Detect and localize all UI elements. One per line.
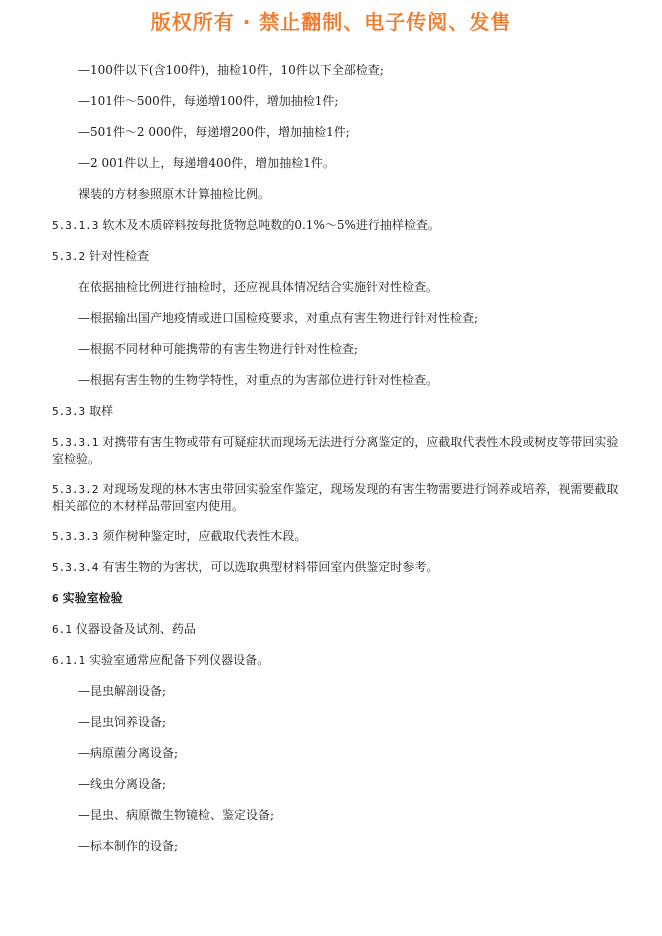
clause-5-3-3-3: 5.3.3.3 须作树种鉴定时，应截取代表性木段。 [52, 529, 307, 543]
sampling-rule-item: —2 001件以上，每递增400件，增加抽检1件。 [78, 156, 335, 170]
clause-6-1-heading: 6.1 仪器设备及试剂、药品 [52, 622, 196, 636]
clause-number: 5.3.2 [52, 250, 86, 263]
equipment-item: —昆虫饲养设备; [78, 715, 167, 729]
clause-number: 6.1 [52, 623, 72, 636]
copyright-watermark: 版权所有 · 禁止翻制、电子传阅、发售 [150, 10, 512, 34]
equipment-item: —标本制作的设备; [78, 839, 179, 853]
equipment-item: —昆虫、病原微生物镜检、鉴定设备; [78, 808, 275, 822]
clause-5-3-3-2: 5.3.3.2 对现场发现的林木害虫带回实验室作鉴定，现场发现的有害生物需要进行饲养或培养，视需要截取相关部位的木材样品带回室内使用。 [52, 482, 619, 513]
clause-5-3-3-1: 5.3.3.1 对携带有害生物或带有可疑症状而现场无法进行分离鉴定的，应截取代表性木段或树皮等带回实验室检验。 [52, 435, 619, 466]
clause-5-3-3-heading: 5.3.3 取样 [52, 404, 114, 418]
sampling-rule-item: —501件～2 000件，每递增200件，增加抽检1件; [78, 125, 350, 139]
clause-5-3-2-heading: 5.3.2 针对性检查 [52, 249, 150, 263]
section-number: 6 [52, 592, 59, 605]
paragraph: 在依据抽检比例进行抽检时，还应视具体情况结合实施针对性检查。 [78, 280, 439, 294]
clause-5-3-3-4: 5.3.3.4 有害生物的为害状，可以选取典型材料带回室内供鉴定时参考。 [52, 560, 439, 574]
equipment-item: —病原菌分离设备; [78, 746, 179, 760]
sampling-rule-item: —101件～500件，每递增100件，增加抽检1件; [78, 94, 339, 108]
clause-number: 6.1.1 [52, 654, 86, 667]
clause-5-3-1-3: 5.3.1.3 软木及木质碎料按每批货物总吨数的0.1%～5%进行抽样检查。 [52, 218, 440, 232]
targeted-check-item: —根据有害生物的生物学特性，对重点的为害部位进行针对性检查。 [78, 373, 439, 387]
clause-number: 5.3.3.2 [52, 483, 99, 496]
paragraph: 裸装的方材参照原木计算抽检比例。 [78, 187, 271, 201]
equipment-item: —昆虫解剖设备; [78, 684, 167, 698]
clause-number: 5.3.3.3 [52, 530, 99, 543]
section-6-heading: 6 实验室检验 [52, 591, 123, 605]
clause-number: 5.3.1.3 [52, 219, 99, 232]
sampling-rule-item: —100件以下(含100件)，抽检10件，10件以下全部检查; [78, 63, 384, 77]
targeted-check-item: —根据输出国产地疫情或进口国检疫要求，对重点有害生物进行针对性检查; [78, 311, 479, 325]
document-body [52, 62, 622, 869]
clause-number: 5.3.3.4 [52, 561, 99, 574]
clause-number: 5.3.3 [52, 405, 86, 418]
targeted-check-item: —根据不同材种可能携带的有害生物进行针对性检查; [78, 342, 359, 356]
equipment-item: —线虫分离设备; [78, 777, 167, 791]
clause-number: 5.3.3.1 [52, 436, 99, 449]
clause-6-1-1: 6.1.1 实验室通常应配备下列仪器设备。 [52, 653, 270, 667]
